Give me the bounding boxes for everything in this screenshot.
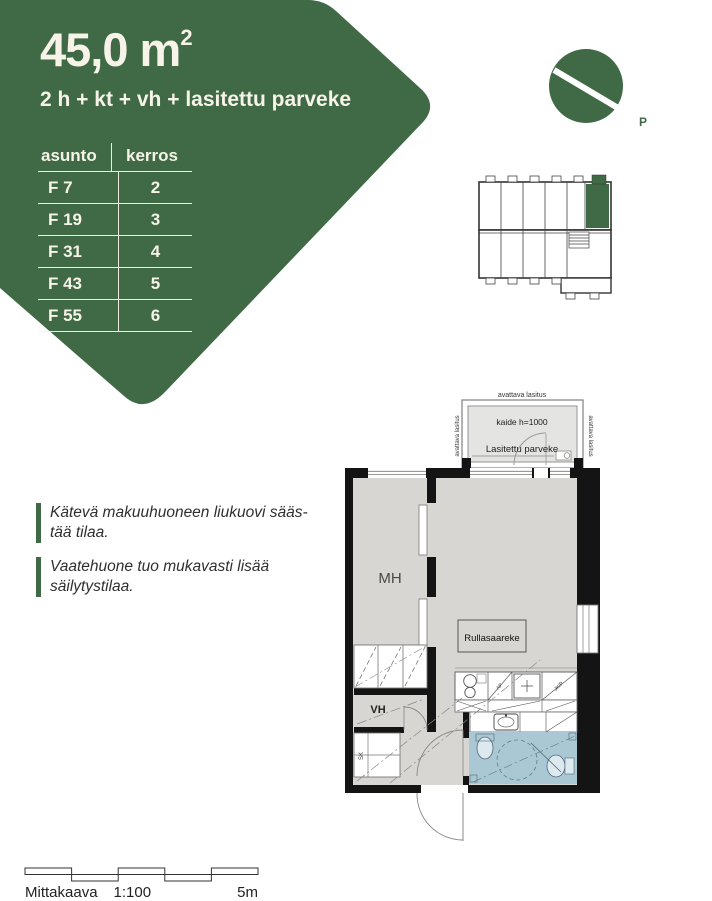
apartment-id: F 55: [48, 306, 83, 325]
highlighted-unit: [586, 184, 609, 228]
closet-label: VH: [370, 704, 386, 716]
note-text: [50, 503, 308, 543]
scale-labels: [25, 884, 258, 901]
note-item: [36, 557, 316, 597]
entry-door: [417, 793, 463, 841]
floor-plan: [330, 390, 620, 860]
note-item: [36, 503, 316, 543]
area-value: 45,0 m: [40, 23, 181, 76]
table-row: [38, 204, 192, 236]
stairwell-hatch: [569, 232, 589, 248]
glazing-label-top: avattava lasitus: [497, 392, 547, 399]
bathroom-vanity: [470, 712, 577, 732]
highlighted-unit-balcony: [592, 175, 606, 184]
units-table-header: [38, 143, 192, 172]
bedroom-label: MH: [378, 570, 402, 587]
glazing-label-right: avattava lasitus: [587, 415, 593, 457]
table-row: [38, 300, 192, 332]
bedroom-wardrobe: [354, 645, 427, 688]
notes: [36, 503, 316, 611]
header-floor: kerros: [111, 143, 192, 171]
north-label: P: [639, 115, 648, 128]
building-overview: [470, 160, 630, 300]
scale-label: Mittakaava: [25, 884, 98, 901]
cleaning-closet: [354, 733, 400, 777]
note-accent-bar: [36, 557, 41, 597]
toilet-icon: [547, 755, 565, 777]
note-text: [50, 557, 269, 597]
header-apartment: asunto: [41, 146, 97, 165]
page-title: [40, 22, 192, 77]
table-row: [38, 268, 192, 300]
floor-number: 3: [118, 204, 192, 235]
floor-number: 4: [118, 236, 192, 267]
kitchen: [455, 668, 577, 712]
scale-ratio: 1:100: [113, 884, 152, 901]
note-line: tää tilaa.: [50, 524, 109, 541]
floor-number: 5: [118, 268, 192, 299]
fridge-label: JK/P: [553, 680, 565, 693]
scale-length: 5m: [237, 884, 258, 901]
room-composition: 2 h + kt + vh + lasitettu parveke: [40, 88, 352, 111]
island-label: Rullasaareke: [464, 633, 520, 644]
table-row: [38, 172, 192, 204]
dishwasher-label: AP: [495, 682, 505, 692]
apartment-id: F 19: [48, 210, 83, 229]
table-row: [38, 236, 192, 268]
floor-number: 2: [118, 172, 192, 203]
units-table: [38, 143, 192, 332]
balcony: [455, 392, 593, 468]
railing-label: kaide h=1000: [496, 417, 548, 427]
glazing-label-left: avattava lasitus: [455, 415, 461, 457]
balcony-label: Lasitettu parveke: [485, 444, 559, 455]
cleaning-closet-label: SK: [359, 751, 365, 760]
note-accent-bar: [36, 503, 41, 543]
note-line: Kätevä makuuhuoneen liukuovi sääs-: [50, 504, 308, 521]
note-line: Vaatehuone tuo mukavasti lisää: [50, 558, 270, 575]
north-compass: [540, 44, 652, 128]
area-superscript: 2: [180, 25, 192, 51]
apartment-id: F 31: [48, 242, 83, 261]
apartment-id: F 7: [48, 178, 73, 197]
floor-number: 6: [118, 300, 192, 331]
scale-bar: [20, 862, 270, 884]
note-line: säilytystilaa.: [50, 578, 134, 595]
apartment-id: F 43: [48, 274, 83, 293]
